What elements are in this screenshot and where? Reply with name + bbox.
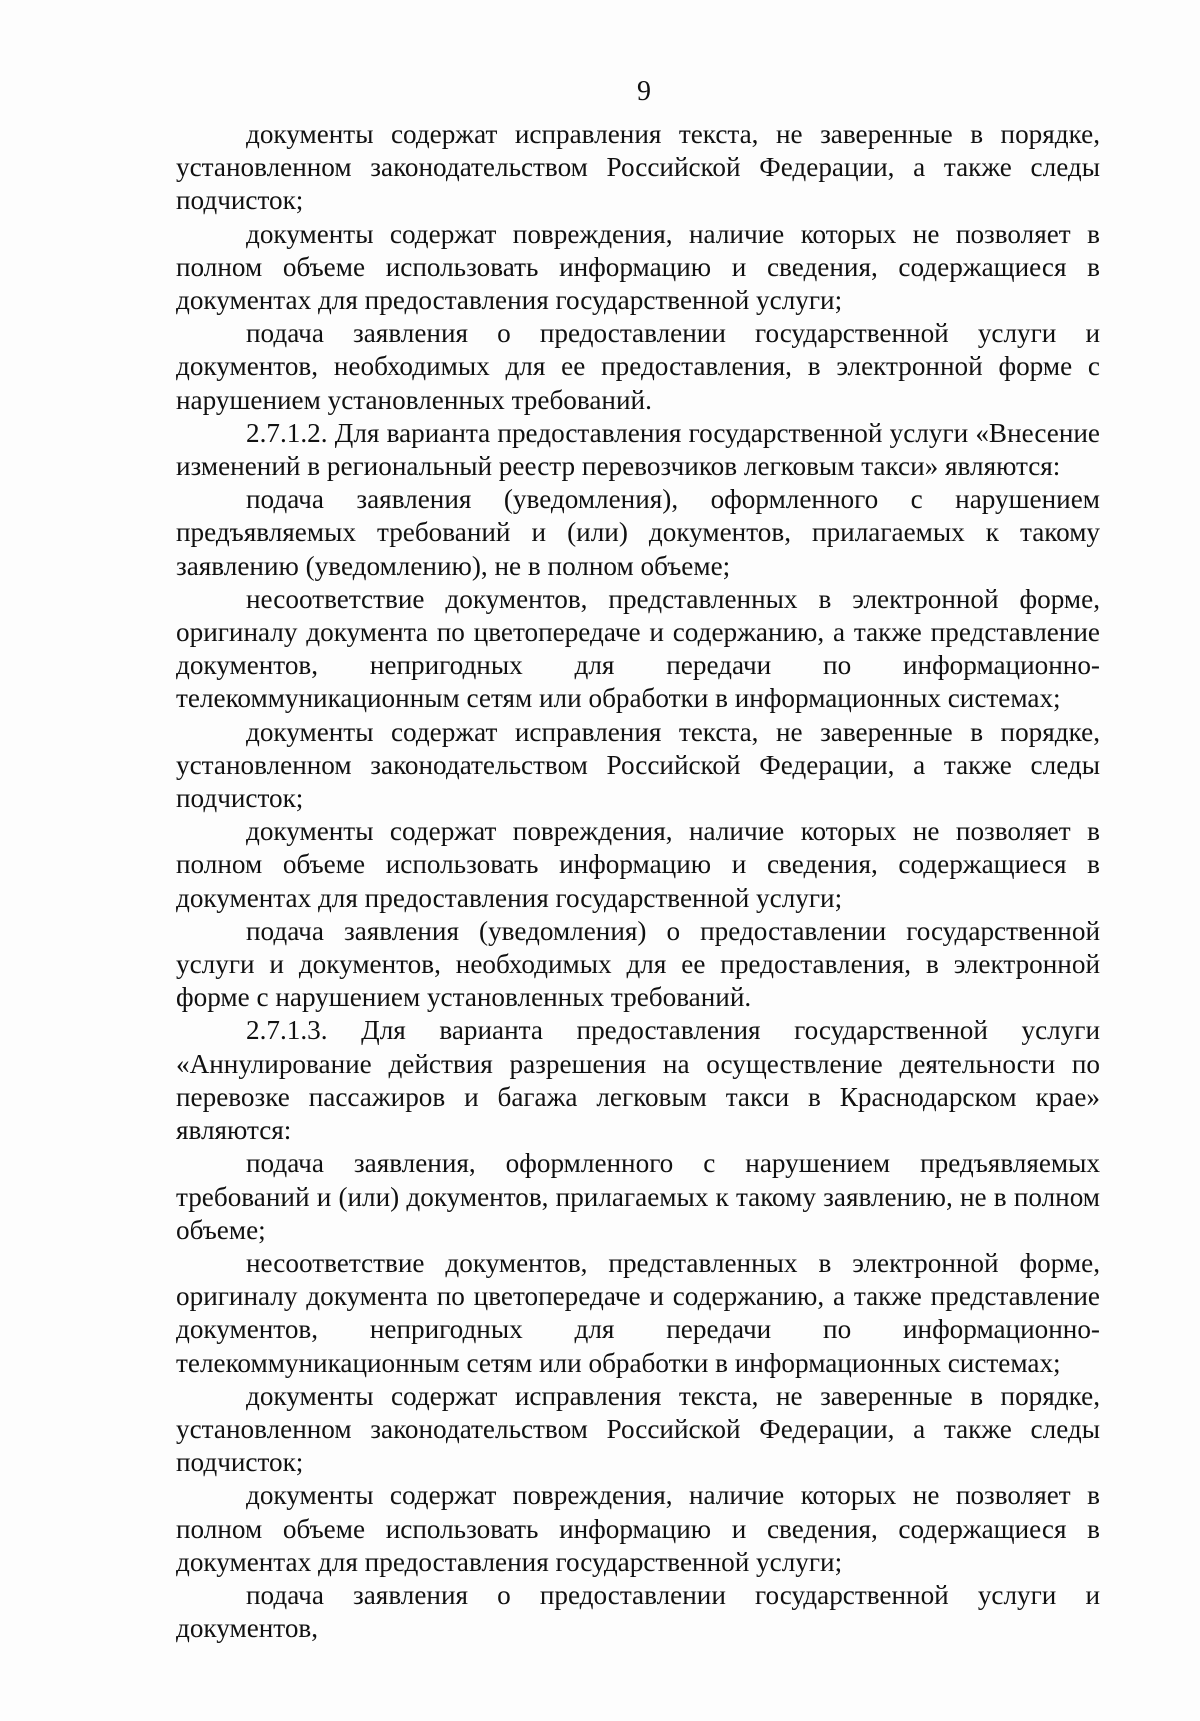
paragraph: документы содержат исправления текста, не заверенные в порядке, установленном законодательством Российской Федерации, а также следы подчисток; bbox=[176, 119, 1100, 216]
paragraph: документы содержат повреждения, наличие которых не позволяет в полном объеме использовать информацию и сведения, содержащиеся в документах для предоставления государственной услуги; bbox=[176, 816, 1100, 913]
paragraph: подача заявления (уведомления) о предоставлении государственной услуги и документов, необходимых для ее предоставления, в электронной форме с нарушением установленных требований. bbox=[176, 915, 1100, 1013]
document-body bbox=[176, 118, 1100, 1645]
paragraph: документы содержат повреждения, наличие которых не позволяет в полном объеме использовать информацию и сведения, содержащиеся в документах для предоставления государственной услуги; bbox=[176, 1480, 1100, 1577]
paragraph: подача заявления о предоставлении государственной услуги и документов, bbox=[176, 1579, 1100, 1644]
paragraph: 2.7.1.2. Для варианта предоставления государственной услуги «Внесение изменений в региональный реестр перевозчиков легковым такси» являются: bbox=[176, 417, 1100, 482]
paragraph: 2.7.1.3. Для варианта предоставления государственной услуги «Аннулирование действия разрешения на осуществление деятельности по перевозке пассажиров и багажа легковым такси в Краснодарском крае» являются: bbox=[176, 1015, 1100, 1146]
page-number: 9 bbox=[637, 76, 651, 107]
paragraph: документы содержат повреждения, наличие которых не позволяет в полном объеме использовать информацию и сведения, содержащиеся в документах для предоставления государственной услуги; bbox=[176, 218, 1100, 316]
paragraph: несоответствие документов, представленных в электронной форме, оригиналу документа по цветопередаче и содержанию, а также представление документов, непригодных для передачи по информационно-телекоммуникационным сетям или обработки в информационных системах; bbox=[176, 1247, 1100, 1378]
paragraph: документы содержат исправления текста, не заверенные в порядке, установленном законодательством Российской Федерации, а также следы подчисток; bbox=[176, 716, 1100, 814]
paragraph: документы содержат исправления текста, не заверенные в порядке, установленном законодательством Российской Федерации, а также следы подчисток; bbox=[176, 1380, 1100, 1478]
paragraph: подача заявления о предоставлении государственной услуги и документов, необходимых для ее предоставления, в электронной форме с нарушением установленных требований. bbox=[176, 318, 1100, 415]
paragraph: несоответствие документов, представленных в электронной форме, оригиналу документа по цветопередаче и содержанию, а также представление документов, непригодных для передачи по информационно-телекоммуникационным сетям или обработки в информационных системах; bbox=[176, 583, 1100, 714]
paragraph: подача заявления (уведомления), оформленного с нарушением предъявляемых требований и (или) документов, прилагаемых к такому заявлению (уведомлению), не в полном объеме; bbox=[176, 484, 1100, 581]
paragraph: подача заявления, оформленного с нарушением предъявляемых требований и (или) документов, прилагаемых к такому заявлению, не в полном объеме; bbox=[176, 1148, 1100, 1245]
